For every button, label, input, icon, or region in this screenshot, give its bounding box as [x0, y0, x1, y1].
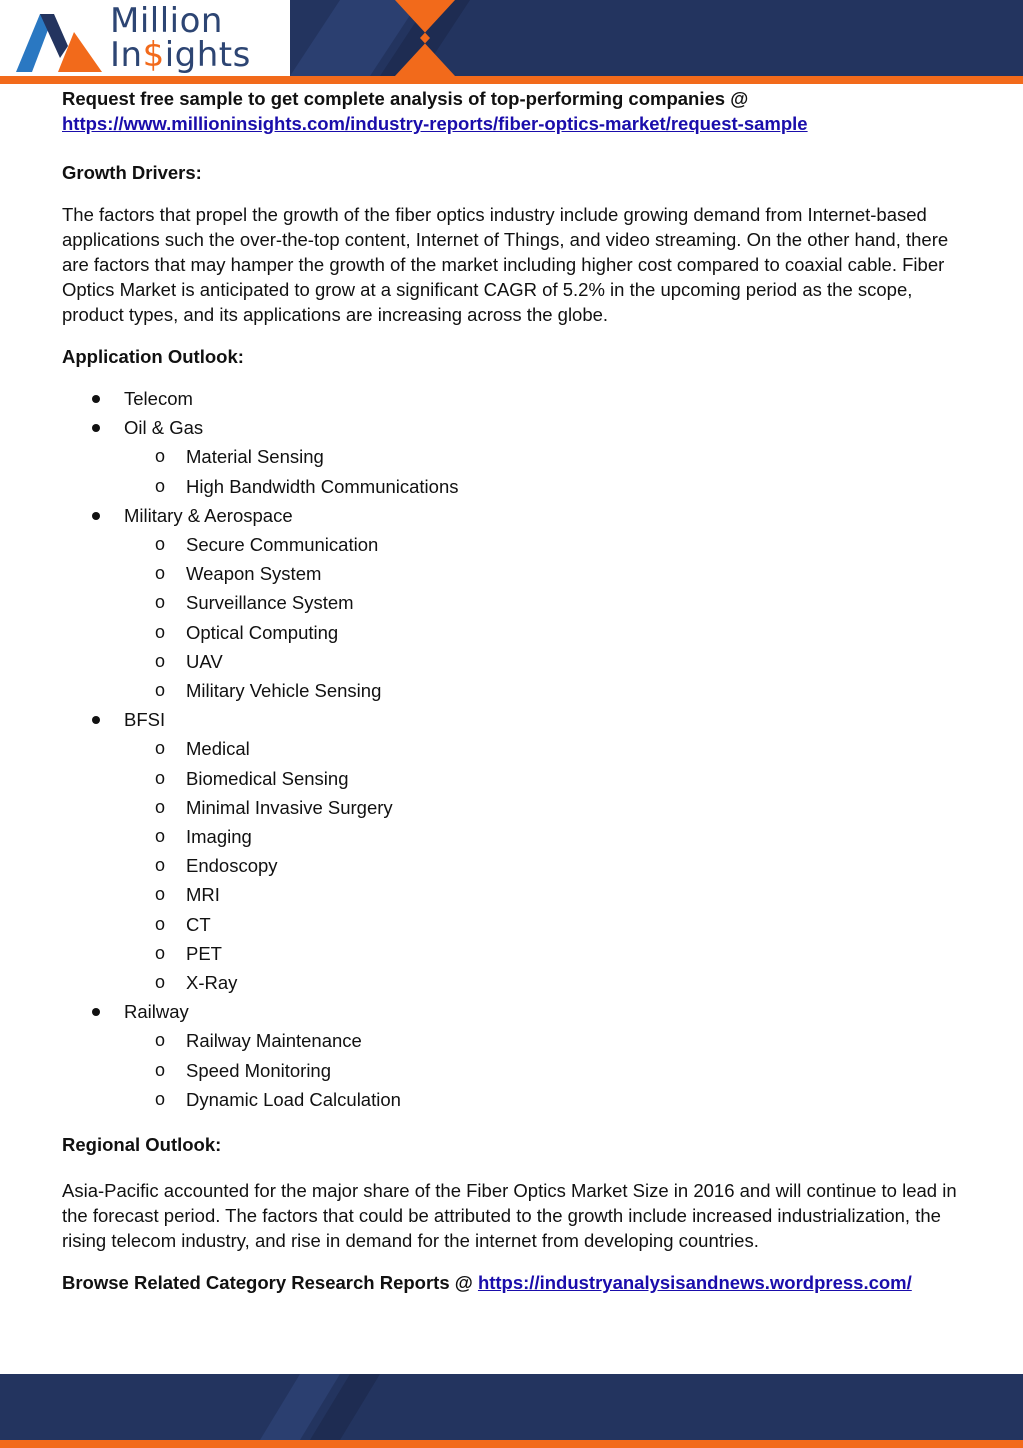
browse-reports-text: Browse Related Category Research Reports @ [62, 1272, 473, 1294]
bullet-icon [92, 1008, 100, 1016]
application-item [62, 997, 962, 1114]
application-subitem-label: Military Vehicle Sensing [186, 680, 382, 702]
application-subitem [62, 968, 962, 997]
application-subitem [62, 822, 962, 851]
footer-banner [0, 1374, 1023, 1448]
circle-bullet-icon: o [155, 942, 166, 963]
application-subitem-label: Optical Computing [186, 621, 339, 643]
application-subitem [62, 559, 962, 588]
regional-heading: Regional Outlook: [62, 1134, 222, 1156]
application-subitem-label: Dynamic Load Calculation [186, 1088, 401, 1110]
application-subitem-label: Imaging [186, 826, 252, 848]
application-subitem-label: Speed Monitoring [186, 1059, 332, 1081]
application-subitem [62, 647, 962, 676]
circle-bullet-icon: o [155, 621, 166, 642]
circle-bullet-icon: o [155, 972, 166, 993]
application-item [62, 705, 962, 997]
application-sublist [124, 734, 962, 997]
application-item [62, 413, 962, 501]
application-subitem-label: PET [186, 942, 222, 964]
application-subitem [62, 442, 962, 471]
application-item [62, 384, 962, 413]
document-body [62, 86, 962, 1295]
logo-word-2 [110, 35, 251, 75]
circle-bullet-icon: o [155, 475, 166, 496]
bullet-icon [92, 512, 100, 520]
application-subitem-label: Surveillance System [186, 592, 354, 614]
application-subitem-label: MRI [186, 884, 220, 906]
application-heading: Application Outlook: [62, 346, 244, 367]
application-subitem-label: CT [186, 913, 211, 935]
growth-heading: Growth Drivers: [62, 162, 202, 183]
application-subitem-label: X-Ray [186, 972, 238, 994]
bullet-icon [92, 395, 100, 403]
circle-bullet-icon: o [155, 1088, 166, 1109]
circle-bullet-icon: o [155, 1030, 166, 1051]
bullet-icon [92, 424, 100, 432]
application-subitem [62, 851, 962, 880]
application-subitem-label: High Bandwidth Communications [186, 475, 459, 497]
application-subitem [62, 880, 962, 909]
logo-word-2-start: In [110, 35, 143, 75]
regional-paragraph: Asia-Pacific accounted for the major share of the Fiber Optics Market Size in 2016 and will continue to lead in the forecast period. The factors that could be attributed to the growth include increased industrialization, the rising telecom industry, and rise in demand for the internet from developing countries. [62, 1180, 957, 1252]
logo-wordmark [110, 1, 251, 75]
application-subitem [62, 734, 962, 763]
circle-bullet-icon: o [155, 855, 166, 876]
header-banner [0, 0, 1023, 84]
application-subitem [62, 764, 962, 793]
sample-request-link[interactable]: https://www.millioninsights.com/industry-reports/fiber-optics-market/request-sample [62, 113, 808, 134]
circle-bullet-icon: o [155, 680, 166, 701]
circle-bullet-icon: o [155, 534, 166, 555]
application-subitem [62, 1085, 962, 1114]
application-subitem [62, 618, 962, 647]
circle-bullet-icon: o [155, 796, 166, 817]
growth-paragraph: The factors that propel the growth of the fiber optics industry include growing demand from Internet-based applications such the over-the-top content, Internet of Things, and video streaming. On the other hand, there are factors that may hamper the growth of the market including higher cost compared to coaxial cable. Fiber Optics Market is anticipated to grow at a significant CAGR of 5.2% in the upcoming period as the scope, product types, and its applications are increasing across the globe. [62, 204, 949, 325]
circle-bullet-icon: o [155, 563, 166, 584]
application-subitem-label: Minimal Invasive Surgery [186, 796, 393, 818]
application-subitem [62, 793, 962, 822]
application-subitem-label: Biomedical Sensing [186, 767, 349, 789]
logo-icon [14, 6, 104, 74]
circle-bullet-icon: o [155, 826, 166, 847]
application-subitem [62, 939, 962, 968]
application-subitem-label: Railway Maintenance [186, 1030, 362, 1052]
circle-bullet-icon: o [155, 738, 166, 759]
application-item-label: BFSI [124, 709, 166, 731]
application-subitem [62, 676, 962, 705]
browse-reports-link[interactable]: https://industryanalysisandnews.wordpress.com/ [477, 1272, 912, 1294]
application-subitem-label: Material Sensing [186, 446, 324, 468]
browse-reports-line [62, 1270, 962, 1295]
application-subitem [62, 1026, 962, 1055]
circle-bullet-icon: o [155, 913, 166, 934]
logo-dollar-sign: $ [142, 35, 165, 75]
application-subitem-label: Endoscopy [186, 855, 278, 877]
application-subitem [62, 910, 962, 939]
application-subitem-label: UAV [186, 650, 223, 672]
circle-bullet-icon: o [155, 446, 166, 467]
circle-bullet-icon: o [155, 884, 166, 905]
logo-word-2-end: ights [164, 35, 251, 75]
circle-bullet-icon: o [155, 767, 166, 788]
application-subitem [62, 530, 962, 559]
application-item-label: Railway [124, 1001, 189, 1023]
footer-background [0, 1374, 1023, 1448]
application-subitem [62, 1056, 962, 1085]
application-subitem-label: Medical [186, 738, 250, 760]
application-item [62, 501, 962, 705]
circle-bullet-icon: o [155, 650, 166, 671]
logo-word-1: Million [110, 1, 223, 41]
application-item-label: Military & Aerospace [124, 504, 293, 526]
application-sublist [124, 1026, 962, 1114]
application-subitem [62, 588, 962, 617]
application-item-label: Oil & Gas [124, 417, 204, 439]
application-subitem-label: Weapon System [186, 563, 322, 585]
application-subitem [62, 472, 962, 501]
bullet-icon [92, 716, 100, 724]
application-subitem-label: Secure Communication [186, 534, 379, 556]
application-item-label: Telecom [124, 388, 193, 409]
circle-bullet-icon: o [155, 592, 166, 613]
application-sublist [124, 530, 962, 705]
application-sublist [124, 442, 962, 500]
sample-request-text: Request free sample to get complete analysis of top-performing companies @ [62, 88, 749, 109]
circle-bullet-icon: o [155, 1059, 166, 1080]
application-list [62, 384, 962, 1114]
